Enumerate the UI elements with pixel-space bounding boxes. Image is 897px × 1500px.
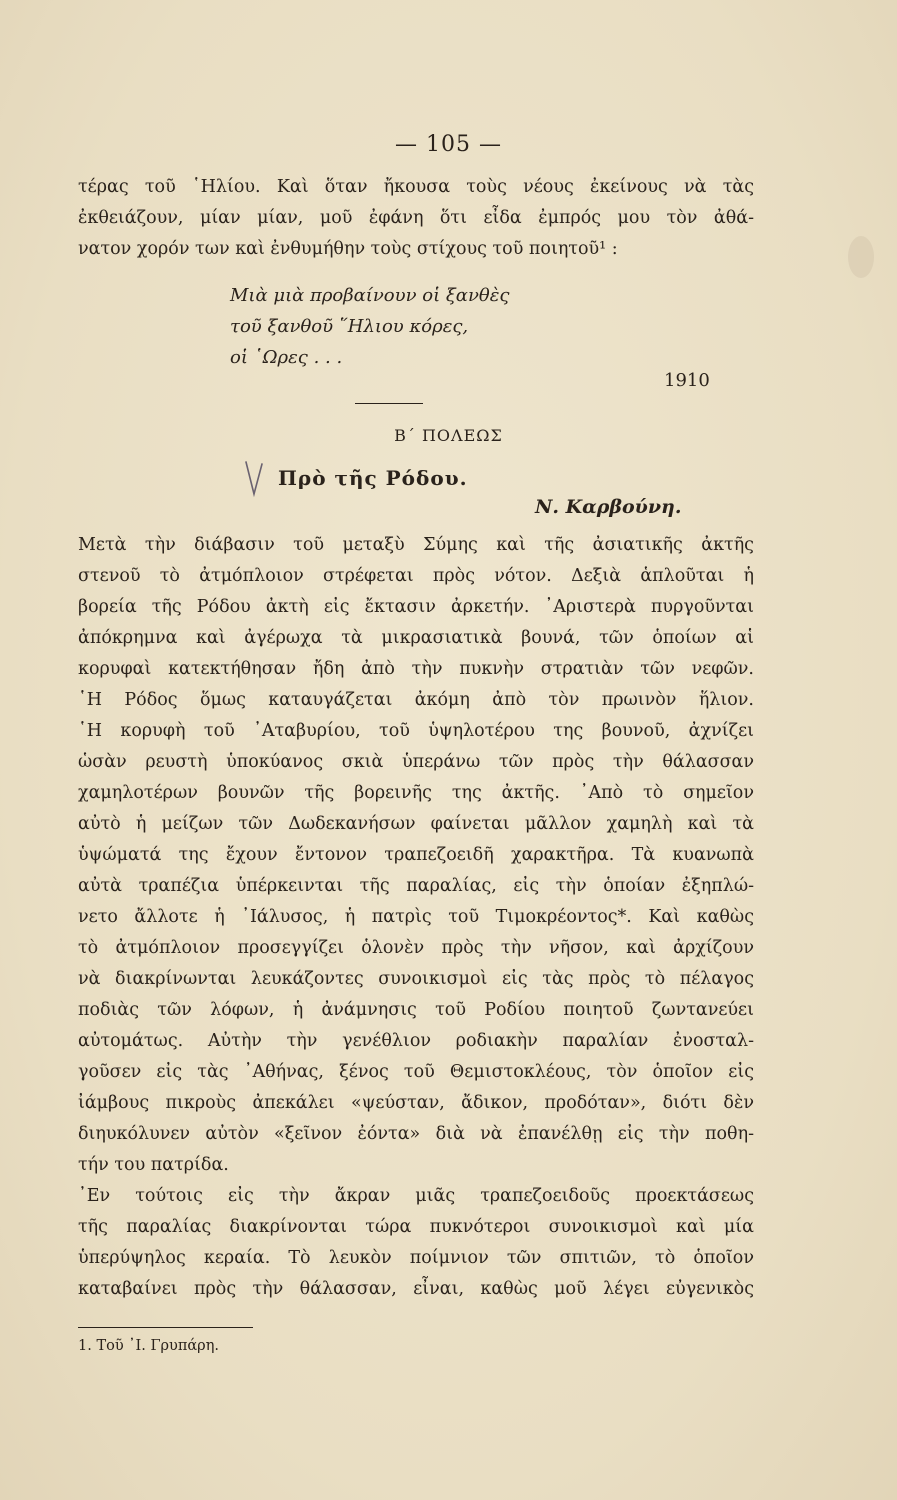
chapter-title: Πρὸ τῆς Ρόδου. xyxy=(278,466,468,490)
text-line: γοῦσεν εἰς τὰς ᾿Αθήνας, ξένος τοῦ Θεμιστοκλέους, τὸν ὁποῖον εἰς xyxy=(78,1062,754,1082)
text-line: ἰάμβους πικροὺς ἀπεκάλει «ψεύσταν, ἄδικον, προδόταν», διότι δὲν xyxy=(78,1093,754,1113)
paper-smudge xyxy=(848,236,874,278)
text-line: ῾Η Ρόδος ὅμως καταυγάζεται ἀκόμη ἀπὸ τὸν πρωινὸν ἥλιον. xyxy=(78,690,754,710)
text-line: ἀπόκρημνα καὶ ἀγέρωχα τὰ μικρασιατικὰ βουνά, τῶν ὁποίων αἱ xyxy=(78,628,754,648)
text-line: στενοῦ τὸ ἀτμόπλοιον στρέφεται πρὸς νότον. Δεξιὰ ἁπλοῦται ἡ xyxy=(78,566,754,586)
text-line: αὐτὸ ἡ μείζων τῶν Δωδεκανήσων φαίνεται μᾶλλον χαμηλὴ καὶ τὰ xyxy=(78,814,754,834)
text-line: ὡσὰν ρευστὴ ὑποκύανος σκιὰ ὑπεράνω τῶν πρὸς τὴν θάλασσαν xyxy=(78,752,754,772)
poem-line: οἱ ῾Ωρες . . . xyxy=(230,347,343,368)
text-line: ὑπερύψηλος κεραία. Τὸ λευκὸν ποίμνιον τῶν σπιτιῶν, τὸ ὁποῖον xyxy=(78,1248,754,1268)
section-divider xyxy=(355,403,423,404)
handwritten-check-mark xyxy=(244,458,266,506)
text-line: χαμηλοτέρων βουνῶν τῆς βορεινῆς της ἀκτῆς. ᾿Απὸ τὸ σημεῖον xyxy=(78,783,754,803)
footnote: 1. Τοῦ ᾿Ι. Γρυπάρη. xyxy=(78,1338,220,1354)
text-line: αὐτομάτως. Αὐτὴν τὴν γενέθλιον ροδιακὴν παραλίαν ἐνοσταλ- xyxy=(78,1031,754,1051)
text-line: κορυφαὶ κατεκτήθησαν ἤδη ἀπὸ τὴν πυκνὴν στρατιὰν τῶν νεφῶν. xyxy=(78,659,754,679)
footnote-rule xyxy=(78,1327,253,1328)
text-line: ἐκθειάζουν, μίαν μίαν, μοῦ ἐφάνη ὅτι εἶδα ἐμπρός μου τὸν ἀθά- xyxy=(78,208,754,228)
text-line: νετο ἄλλοτε ἡ ᾿Ιάλυσος, ἡ πατρὶς τοῦ Τιμοκρέοντος*. Καὶ καθὼς xyxy=(78,907,754,927)
text-line: ὑψώματά της ἔχουν ἔντονον τραπεζοειδῆ χαρακτῆρα. Τὰ κυανωπὰ xyxy=(78,845,754,865)
text-line: ᾿Εν τούτοις εἰς τὴν ἄκραν μιᾶς τραπεζοειδοῦς προεκτάσεως xyxy=(78,1186,754,1206)
text-line: τῆς παραλίας διακρίνονται τώρα πυκνότεροι συνοικισμοὶ καὶ μία xyxy=(78,1217,754,1237)
year-label: 1910 xyxy=(664,370,710,391)
text-line: διηυκόλυνεν αὐτὸν «ξεῖνον ἐόντα» διὰ νὰ ἐπανέλθῃ εἰς τὴν ποθη- xyxy=(78,1124,754,1144)
poem-line: Μιὰ μιὰ προβαίνουν οἱ ξανθὲς xyxy=(230,285,510,306)
text-line: βορεία τῆς Ρόδου ἀκτὴ εἰς ἔκτασιν ἀρκετήν. ᾿Αριστερὰ πυργοῦνται xyxy=(78,597,754,617)
author-name: Ν. Καρβούνη. xyxy=(535,496,682,518)
poem-line: τοῦ ξανθοῦ ῞Ηλιου κόρες, xyxy=(230,316,469,337)
body-text xyxy=(78,530,754,1305)
text-line: ῾Η κορυφὴ τοῦ ᾿Αταβυρίου, τοῦ ὑψηλοτέρου της βουνοῦ, ἀχνίζει xyxy=(78,721,754,741)
text-line: νατον χορόν των καὶ ἐνθυμήθην τοὺς στίχους τοῦ ποιητοῦ¹ : xyxy=(78,239,618,259)
page-number: — 105 — xyxy=(395,132,502,157)
poem-quote xyxy=(230,280,509,373)
text-line: καταβαίνει πρὸς τὴν θάλασσαν, εἶναι, καθὼς μοῦ λέγει εὐγενικὸς xyxy=(78,1279,754,1299)
text-line: τήν του πατρίδα. xyxy=(78,1155,229,1175)
text-line: νὰ διακρίνωνται λευκάζοντες συνοικισμοὶ εἰς τὰς πρὸς τὸ πέλαγος xyxy=(78,969,754,989)
text-line: Μετὰ τὴν διάβασιν τοῦ μεταξὺ Σύμης καὶ τῆς ἀσιατικῆς ἀκτῆς xyxy=(78,535,754,555)
text-line: τὸ ἀτμόπλοιον προσεγγίζει ὁλονὲν πρὸς τὴν νῆσον, καὶ ἀρχίζουν xyxy=(78,938,754,958)
section-title: Β΄ ΠΟΛΕΩΣ xyxy=(394,426,503,445)
text-line: τέρας τοῦ ῾Ηλίου. Καὶ ὅταν ἤκουσα τοὺς νέους ἐκείνους νὰ τὰς xyxy=(78,177,754,197)
intro-paragraph xyxy=(78,172,754,265)
text-line: αὐτὰ τραπέζια ὑπέρκεινται τῆς παραλίας, εἰς τὴν ὁποίαν ἐξηπλώ- xyxy=(78,876,754,896)
text-line: ποδιὰς τῶν λόφων, ἡ ἀνάμνησις τοῦ Ροδίου ποιητοῦ ζωντανεύει xyxy=(78,1000,754,1020)
